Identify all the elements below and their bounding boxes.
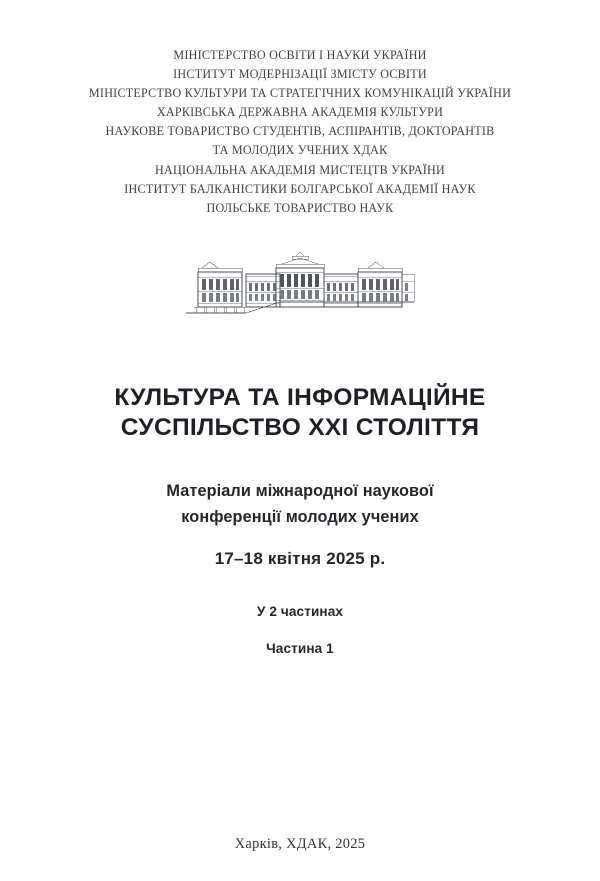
organisation-line: НАУКОВЕ ТОВАРИСТВО СТУДЕНТІВ, АСПІРАНТІВ, ДОКТОРАНТІВ xyxy=(105,124,495,139)
organisation-line: НАЦІОНАЛЬНА АКАДЕМІЯ МИСТЕЦТВ УКРАЇНИ xyxy=(155,162,445,177)
organisation-header xyxy=(0,46,600,218)
organisation-line: ПОЛЬСЬКЕ ТОВАРИСТВО НАУК xyxy=(206,200,394,215)
page-title xyxy=(0,383,600,442)
page-title-line: КУЛЬТУРА ТА ІНФОРМАЦІЙНЕ xyxy=(114,384,486,412)
organisation-line: ІНСТИТУТ МОДЕРНІЗАЦІЇ ЗМІСТУ ОСВІТИ xyxy=(173,67,427,82)
parts-total-label: У 2 частинах xyxy=(256,604,344,619)
organisation-line: ТА МОЛОДИХ УЧЕНИХ ХДАК xyxy=(212,143,388,158)
organisation-line: ХАРКІВСЬКА ДЕРЖАВНА АКАДЕМІЯ КУЛЬТУРИ xyxy=(156,105,444,120)
conference-date: 17–18 квітня 2025 р. xyxy=(214,549,386,568)
organisation-line: МІНІСТЕРСТВО ОСВІТИ І НАУКИ УКРАЇНИ xyxy=(173,48,427,62)
organisation-line: ІНСТИТУТ БАЛКАНІСТИКИ БОЛГАРСЬКОЇ АКАДЕМІЇ НАУК xyxy=(124,181,476,196)
page-subtitle-line: Матеріали міжнародної наукової xyxy=(166,482,434,500)
organisation-line: МІНІСТЕРСТВО КУЛЬТУРИ ТА СТРАТЕГІЧНИХ КОМУНІКАЦІЙ УКРАЇНИ xyxy=(88,86,512,101)
emblem-container xyxy=(0,250,600,322)
imprint: Харків, ХДАК, 2025 xyxy=(234,836,366,852)
academy-building-engraving-icon xyxy=(184,250,416,322)
page-subtitle-line: конференції молодих учених xyxy=(181,507,419,526)
page-subtitle xyxy=(0,479,600,530)
part-number-label: Частина 1 xyxy=(266,641,334,656)
page-title-line: СУСПІЛЬСТВО XXI СТОЛІТТЯ xyxy=(120,413,480,441)
